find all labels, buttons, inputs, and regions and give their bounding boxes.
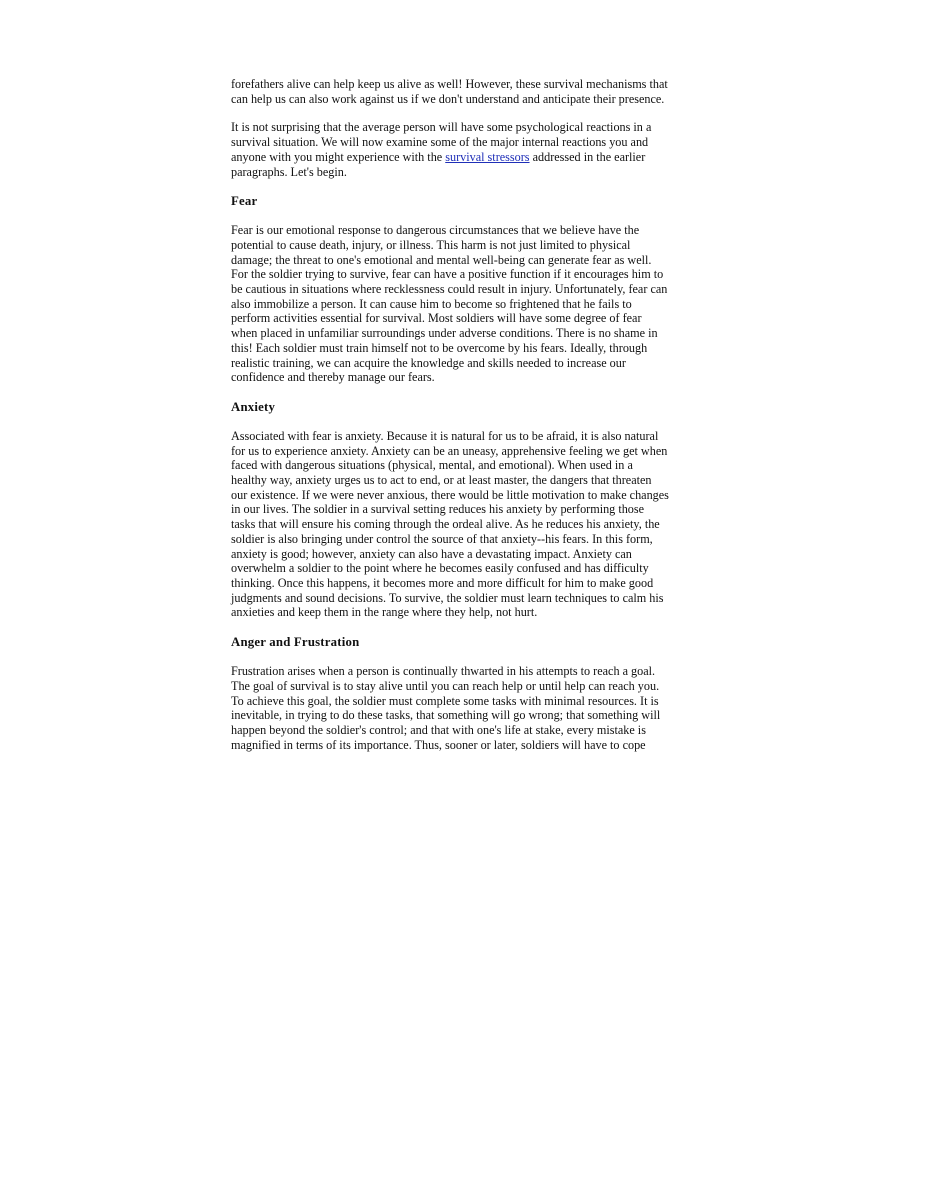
document-page — [231, 77, 700, 766]
text-line: It is not surprising that the average person will have some psychological reactions in a — [231, 120, 652, 135]
text-fragment: anyone with you might experience with the — [231, 149, 446, 164]
text-line: To achieve this goal, the soldier must complete some tasks with minimal resources. It is — [231, 693, 659, 708]
text-line: overwhelm a soldier to the point where he becomes easily confused and has difficulty — [231, 561, 649, 576]
text-line: survival situation. We will now examine some of the major internal reactions you and — [231, 135, 649, 150]
text-line: inevitable, in trying to do these tasks, that something will go wrong; that something will — [231, 708, 661, 723]
anxiety-paragraph — [231, 429, 700, 620]
section-heading-anxiety: Anxiety — [231, 399, 276, 414]
text-line: realistic training, we can acquire the knowledge and skills needed to increase our — [231, 355, 626, 370]
text-line: confidence and thereby manage our fears. — [231, 370, 435, 385]
text-line: in our lives. The soldier in a survival setting reduces his anxiety by performing those — [231, 502, 645, 517]
text-line: for us to experience anxiety. Anxiety can be an uneasy, apprehensive feeling we get when — [231, 443, 668, 458]
section-heading-anger-frustration: Anger and Frustration — [231, 635, 360, 650]
text-line: Fear is our emotional response to dangerous circumstances that we believe have the — [231, 223, 640, 238]
text-line: Associated with fear is anxiety. Because it is natural for us to be afraid, it is also natural — [231, 428, 659, 443]
text-line: also immobilize a person. It can cause him to become so frightened that he fails to — [231, 296, 632, 311]
text-line: be cautious in situations where recklessness could result in injury. Unfortunately, fear can — [231, 282, 668, 297]
text-line: tasks that will ensure his coming through the ordeal alive. As he reduces his anxiety, the — [231, 517, 660, 532]
text-line: potential to cause death, injury, or illness. This harm is not just limited to physical — [231, 237, 631, 252]
intro-paragraph-1 — [231, 77, 700, 106]
text-line: paragraphs. Let's begin. — [231, 164, 347, 179]
text-fragment: addressed in the earlier — [529, 149, 646, 164]
section-heading-fear: Fear — [231, 194, 258, 209]
text-line — [231, 150, 700, 165]
text-line: magnified in terms of its importance. Thus, sooner or later, soldiers will have to cope — [231, 737, 646, 752]
text-line: The goal of survival is to stay alive until you can reach help or until help can reach you. — [231, 678, 660, 693]
text-line: faced with dangerous situations (physical, mental, and emotional). When used in a — [231, 458, 633, 473]
intro-paragraph-2 — [231, 120, 700, 179]
fear-paragraph — [231, 223, 700, 385]
text-line: thinking. Once this happens, it becomes more and more difficult for him to make good — [231, 575, 654, 590]
anger-paragraph — [231, 664, 700, 752]
text-line: Frustration arises when a person is continually thwarted in his attempts to reach a goal. — [231, 664, 656, 679]
survival-stressors-link[interactable]: survival stressors — [445, 149, 530, 164]
text-line: anxieties and keep them in the range where they help, not hurt. — [231, 605, 538, 620]
text-line: forefathers alive can help keep us alive as well! However, these survival mechanisms that — [231, 77, 668, 91]
text-line: judgments and sound decisions. To survive, the soldier must learn techniques to calm his — [231, 590, 664, 605]
text-line: this! Each soldier must train himself not to be overcome by his fears. Ideally, through — [231, 340, 648, 355]
text-line: damage; the threat to one's emotional and mental well-being can generate fear as well. — [231, 252, 652, 267]
text-line: soldier is also bringing under control the source of that anxiety--his fears. In this form, — [231, 531, 653, 546]
text-line: anxiety is good; however, anxiety can also have a devastating impact. Anxiety can — [231, 546, 632, 561]
text-line: when placed in unfamiliar surroundings under adverse conditions. There is no shame in — [231, 326, 658, 341]
text-line: can help us can also work against us if we don't understand and anticipate their presence. — [231, 91, 665, 106]
text-line: our existence. If we were never anxious, there would be little motivation to make changes — [231, 487, 669, 502]
text-line: For the soldier trying to survive, fear can have a positive function if it encourages him to — [231, 267, 664, 282]
text-line: happen beyond the soldier's control; and that with one's life at stake, every mistake is — [231, 722, 646, 737]
text-line: perform activities essential for survival. Most soldiers will have some degree of fear — [231, 311, 642, 326]
text-line: healthy way, anxiety urges us to act to end, or at least master, the dangers that threaten — [231, 473, 652, 488]
